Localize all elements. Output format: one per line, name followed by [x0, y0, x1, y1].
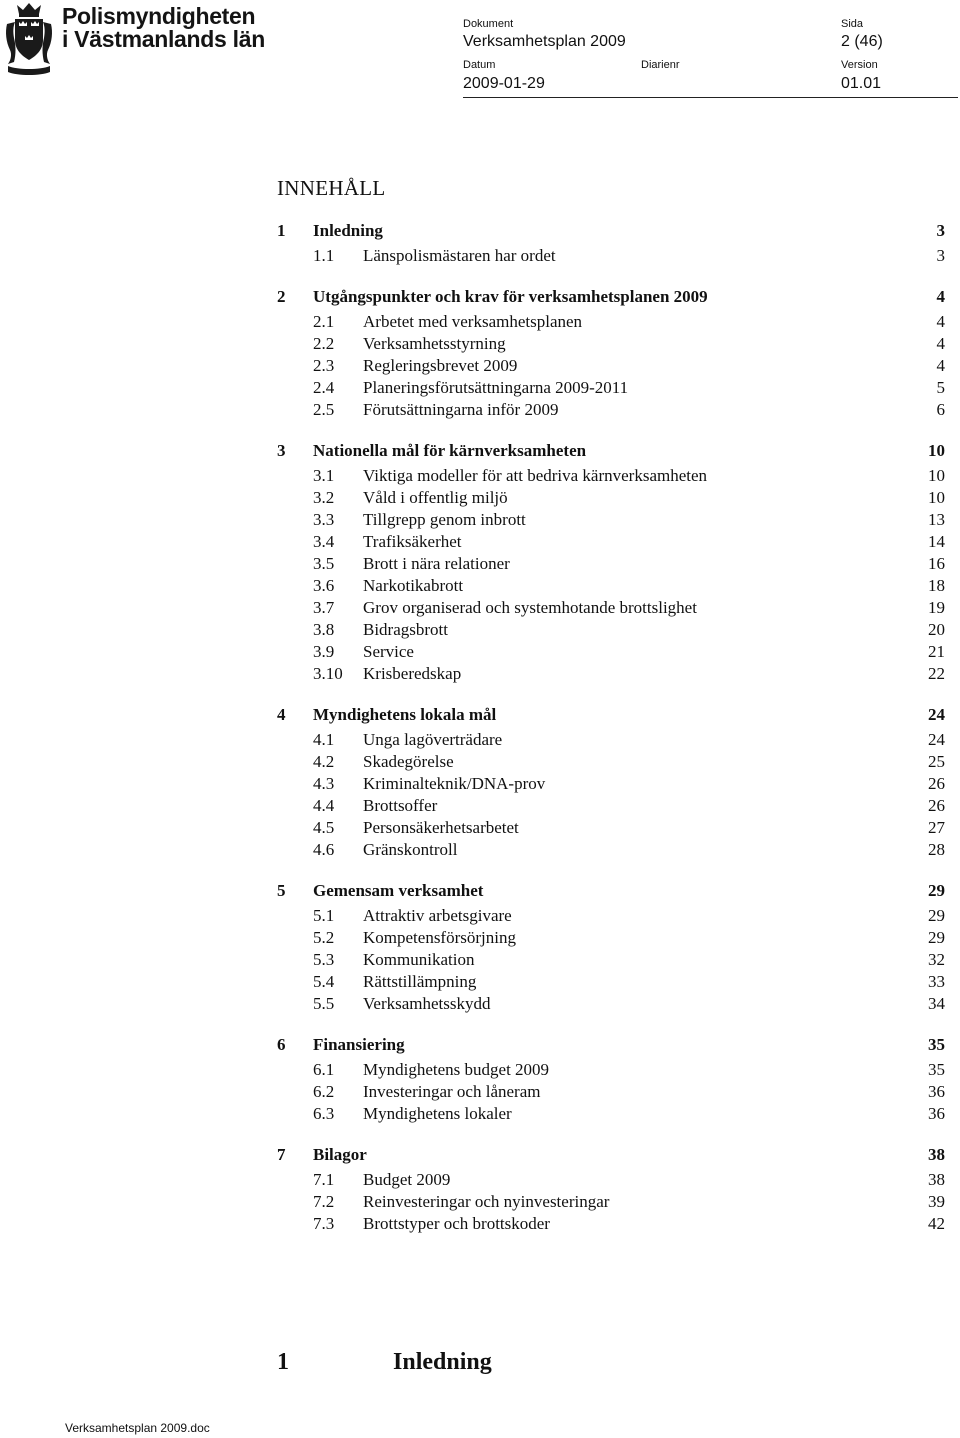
document-label: Dokument [463, 18, 514, 30]
toc-entry-page: 34 [928, 994, 945, 1013]
toc-subsection-entry [277, 531, 945, 553]
toc-entry-page: 3 [936, 221, 945, 240]
toc-entry-page: 24 [928, 705, 945, 724]
toc-subsection-entry [277, 619, 945, 641]
toc-entry-title: Grov organiserad och systemhotande brottslighet [363, 598, 697, 617]
toc-entry-page: 5 [936, 378, 945, 397]
toc-subsection-entry [277, 575, 945, 597]
toc-entry-page: 27 [928, 818, 945, 837]
organization-name [62, 5, 265, 51]
toc-entry-title: Unga lagöverträdare [363, 730, 503, 749]
toc-entry-page: 4 [936, 356, 945, 375]
toc-entry-number: 3.8 [313, 620, 335, 639]
toc-entry-title: Tillgrepp genom inbrott [363, 510, 526, 529]
toc-entry-page: 4 [936, 312, 945, 331]
toc-entry-title: Myndighetens budget 2009 [363, 1060, 550, 1079]
toc-entry-number: 3.10 [313, 664, 343, 683]
toc-entry-page: 38 [928, 1145, 945, 1164]
toc-entry-title: Bidragsbrott [363, 620, 448, 639]
toc-chapter-entry [277, 702, 945, 729]
toc-entry-title: Förutsättningarna inför 2009 [363, 400, 559, 419]
organization-name-line1: Polismyndigheten [62, 3, 256, 29]
toc-entry-number: 5 [277, 881, 286, 900]
toc-entry-page: 4 [936, 334, 945, 353]
toc-subsection-entry [277, 1081, 945, 1103]
toc-entry-page: 10 [928, 466, 945, 485]
toc-entry-number: 3.7 [313, 598, 335, 617]
toc-entry-title: Viktiga modeller för att bedriva kärnverksamheten [363, 466, 708, 485]
toc-entry-number: 3 [277, 441, 286, 460]
toc-entry-number: 5.5 [313, 994, 335, 1013]
date-label: Datum [463, 59, 496, 71]
toc-entry-title: Gränskontroll [363, 840, 458, 859]
page-label: Sida [841, 18, 864, 30]
toc-subsection-entry [277, 839, 945, 861]
toc-entry-number: 4.3 [313, 774, 335, 793]
toc-entry-number: 3.2 [313, 488, 335, 507]
toc-entry-title: Myndighetens lokaler [363, 1104, 512, 1123]
toc-entry-number: 6.3 [313, 1104, 335, 1123]
toc-entry-title: Brott i nära relationer [363, 554, 510, 573]
toc-subsection-entry [277, 399, 945, 421]
toc-subsection-entry [277, 641, 945, 663]
toc-entry-number: 1 [277, 221, 286, 240]
toc-section [277, 878, 945, 1015]
toc-entry-page: 29 [928, 881, 945, 900]
toc-subsection-entry [277, 663, 945, 685]
toc-entry-page: 18 [928, 576, 945, 595]
toc-subsection-entry [277, 311, 945, 333]
toc-entry-number: 2.5 [313, 400, 335, 419]
toc-entry-number: 2.1 [313, 312, 335, 331]
toc-subsection-entry [277, 971, 945, 993]
toc-subsection-entry [277, 465, 945, 487]
toc-entry-number: 2.3 [313, 356, 335, 375]
toc-entry-page: 29 [928, 928, 945, 947]
toc-subsection-entry [277, 905, 945, 927]
toc-entry-title: Länspolismästaren har ordet [363, 246, 556, 265]
diarienr-label: Diarienr [641, 59, 680, 71]
toc-entry-number: 3.3 [313, 510, 335, 529]
toc-entry-page: 35 [928, 1035, 945, 1054]
toc-entry-title: Kommunikation [363, 950, 475, 969]
toc-entry-number: 5.4 [313, 972, 335, 991]
toc-entry-page: 10 [928, 488, 945, 507]
toc-entry-title: Planeringsförutsättningarna 2009-2011 [363, 378, 629, 397]
police-crest-icon [4, 2, 54, 76]
toc-entry-page: 24 [928, 730, 945, 749]
toc-entry-page: 26 [928, 796, 945, 815]
toc-title: INNEHÅLL [277, 176, 386, 200]
toc-entry-page: 36 [928, 1104, 945, 1123]
toc-subsection-entry [277, 1169, 945, 1191]
toc-entry-title: Skadegörelse [363, 752, 454, 771]
toc-entry-title: Kriminalteknik/DNA-prov [363, 774, 546, 793]
toc-subsection-entry [277, 509, 945, 531]
toc-entry-title: Investeringar och låneram [363, 1082, 541, 1101]
toc-subsection-entry [277, 1103, 945, 1125]
toc-entry-number: 3.9 [313, 642, 335, 661]
toc-subsection-entry [277, 729, 945, 751]
toc-subsection-entry [277, 487, 945, 509]
toc-entry-page: 36 [928, 1082, 945, 1101]
toc-entry-number: 6 [277, 1035, 286, 1054]
toc-entry-page: 39 [928, 1192, 945, 1211]
toc-entry-title: Personsäkerhetsarbetet [363, 818, 519, 837]
toc-entry-page: 4 [936, 287, 945, 306]
toc-subsection-entry [277, 1059, 945, 1081]
toc-subsection-entry [277, 751, 945, 773]
toc-entry-number: 3.1 [313, 466, 335, 485]
toc-entry-page: 21 [928, 642, 945, 661]
document-value: Verksamhetsplan 2009 [463, 33, 626, 50]
toc-entry-page: 26 [928, 774, 945, 793]
toc-entry-number: 2 [277, 287, 286, 306]
toc-entry-number: 2.2 [313, 334, 335, 353]
toc-entry-title: Verksamhetsstyrning [363, 334, 506, 353]
toc-entry-number: 5.2 [313, 928, 335, 947]
toc-entry-title: Rättstillämpning [363, 972, 477, 991]
chapter-number: 1 [277, 1349, 289, 1375]
toc-subsection-entry [277, 377, 945, 399]
toc-section [277, 1142, 945, 1235]
toc-entry-number: 3.5 [313, 554, 335, 573]
toc-subsection-entry [277, 817, 945, 839]
toc-entry-number: 6.2 [313, 1082, 335, 1101]
toc-chapter-entry [277, 438, 945, 465]
toc-entry-number: 4.4 [313, 796, 335, 815]
toc-entry-page: 22 [928, 664, 945, 683]
toc-entry-number: 4.2 [313, 752, 335, 771]
toc-entry-page: 16 [928, 554, 945, 573]
toc-entry-title: Kompetensförsörjning [363, 928, 516, 947]
toc-entry-title: Nationella mål för kärnverksamheten [313, 441, 587, 460]
toc-entry-title: Våld i offentlig miljö [363, 488, 508, 507]
toc-subsection-entry [277, 1191, 945, 1213]
toc-chapter-entry [277, 1032, 945, 1059]
toc-entry-title: Inledning [313, 221, 383, 240]
footer-filename: Verksamhetsplan 2009.doc [65, 1421, 210, 1435]
toc-entry-title: Myndighetens lokala mål [313, 705, 497, 724]
toc-subsection-entry [277, 245, 945, 267]
toc-entry-number: 5.3 [313, 950, 335, 969]
organization-name-line2: i Västmanlands län [62, 26, 265, 52]
toc-entry-title: Brottsoffer [363, 796, 438, 815]
toc-entry-title: Krisberedskap [363, 664, 462, 683]
toc-entry-number: 7 [277, 1145, 286, 1164]
toc-entry-number: 4.1 [313, 730, 335, 749]
toc-entry-title: Verksamhetsskydd [363, 994, 491, 1013]
toc-entry-title: Utgångspunkter och krav för verksamhetsplanen 2009 [313, 287, 708, 306]
toc-entry-title: Narkotikabrott [363, 576, 464, 595]
toc-entry-page: 20 [928, 620, 945, 639]
toc-entry-title: Arbetet med verksamhetsplanen [363, 312, 583, 331]
toc-entry-title: Brottstyper och brottskoder [363, 1214, 550, 1233]
toc-entry-number: 3.6 [313, 576, 335, 595]
toc-entry-page: 32 [928, 950, 945, 969]
toc-subsection-entry [277, 333, 945, 355]
toc-section [277, 438, 945, 685]
toc-entry-page: 14 [928, 532, 945, 551]
page-value: 2 (46) [841, 33, 883, 50]
toc-section [277, 284, 945, 421]
toc-entry-title: Finansiering [313, 1035, 405, 1054]
toc-entry-number: 4.6 [313, 840, 335, 859]
toc-entry-title: Attraktiv arbetsgivare [363, 906, 512, 925]
toc-chapter-entry [277, 218, 945, 245]
toc-entry-page: 3 [936, 246, 945, 265]
toc-entry-number: 7.3 [313, 1214, 335, 1233]
toc-section [277, 1032, 945, 1125]
toc-entry-number: 5.1 [313, 906, 335, 925]
toc-entry-title: Regleringsbrevet 2009 [363, 356, 518, 375]
toc-entry-page: 28 [928, 840, 945, 859]
toc-entry-number: 7.1 [313, 1170, 335, 1189]
toc-entry-number: 4.5 [313, 818, 335, 837]
toc-chapter-entry [277, 284, 945, 311]
toc-entry-title: Bilagor [313, 1145, 367, 1164]
toc-entry-page: 42 [928, 1214, 945, 1233]
toc-entry-title: Reinvesteringar och nyinvesteringar [363, 1192, 610, 1211]
toc-subsection-entry [277, 597, 945, 619]
toc-subsection-entry [277, 927, 945, 949]
toc-entry-title: Trafiksäkerhet [363, 532, 462, 551]
toc-entry-title: Service [363, 642, 414, 661]
table-of-contents [277, 218, 945, 1235]
toc-entry-title: Gemensam verksamhet [313, 881, 484, 900]
toc-subsection-entry [277, 795, 945, 817]
toc-entry-number: 6.1 [313, 1060, 335, 1079]
toc-entry-page: 13 [928, 510, 945, 529]
toc-entry-number: 4 [277, 705, 286, 724]
toc-entry-title: Budget 2009 [363, 1170, 451, 1189]
version-value: 01.01 [841, 75, 882, 92]
header-divider [463, 97, 958, 98]
toc-entry-page: 6 [936, 400, 945, 419]
toc-chapter-entry [277, 1142, 945, 1169]
toc-section [277, 702, 945, 861]
toc-subsection-entry [277, 553, 945, 575]
toc-entry-page: 38 [928, 1170, 945, 1189]
toc-section [277, 218, 945, 267]
toc-entry-number: 2.4 [313, 378, 335, 397]
toc-entry-page: 35 [928, 1060, 945, 1079]
toc-entry-page: 33 [928, 972, 945, 991]
toc-entry-page: 10 [928, 441, 945, 460]
toc-chapter-entry [277, 878, 945, 905]
toc-entry-number: 7.2 [313, 1192, 335, 1211]
date-value: 2009-01-29 [463, 75, 545, 92]
version-label: Version [841, 59, 878, 71]
toc-entry-page: 25 [928, 752, 945, 771]
toc-entry-number: 1.1 [313, 246, 335, 265]
toc-entry-page: 19 [928, 598, 945, 617]
toc-subsection-entry [277, 949, 945, 971]
toc-subsection-entry [277, 773, 945, 795]
toc-subsection-entry [277, 355, 945, 377]
toc-subsection-entry [277, 993, 945, 1015]
chapter-title: Inledning [393, 1349, 492, 1375]
toc-subsection-entry [277, 1213, 945, 1235]
toc-entry-page: 29 [928, 906, 945, 925]
toc-entry-number: 3.4 [313, 532, 335, 551]
